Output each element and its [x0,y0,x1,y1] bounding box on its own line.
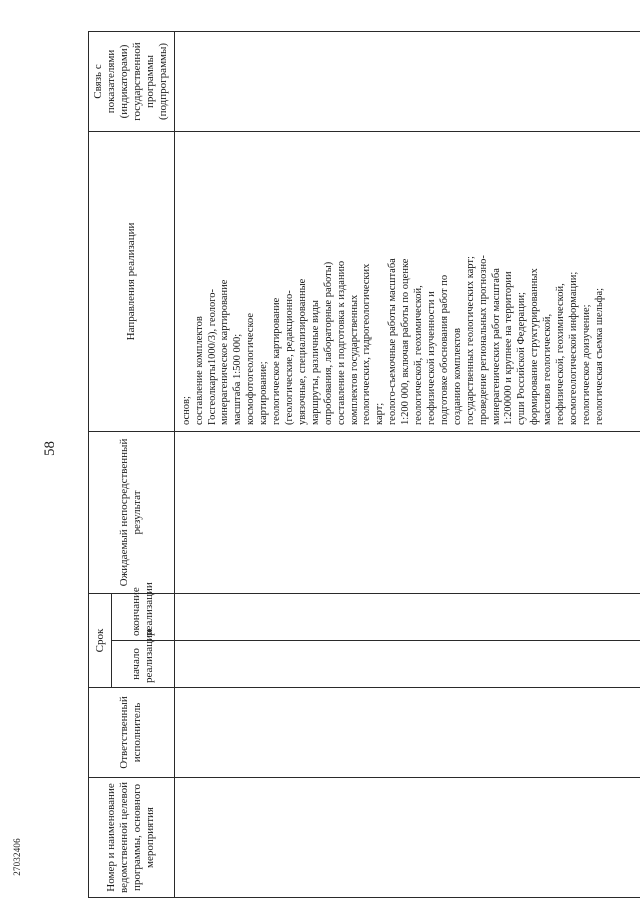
cell-directions [174,132,640,432]
table-row [174,32,640,898]
directions-line: (геологические, редакционно- [284,290,295,425]
directions-line: Госгеолкарты1000/3), геолого- [206,289,218,425]
directions-line: маршруты, различные виды [309,300,321,425]
header-indicators-link: Связь с показателями (индикаторами) государственной программы (подпрограммы) [89,32,175,132]
directions-line: минерагенических работ масштаба [490,268,502,425]
directions-line: составление и подготовка к изданию [335,260,347,425]
cell-executor [174,688,640,778]
page-number: 58 [42,441,58,456]
directions-line: карт; [374,402,386,425]
directions-line: геологическая съемка шельфа; [593,287,605,425]
directions-line: созданию комплектов [451,328,463,425]
directions-line: геологических, гидрогеологических [361,263,373,425]
cell-indicators-link [174,32,640,132]
program-table-container [88,32,640,898]
directions-line: основ; [180,396,192,425]
directions-line: государственных геологических карт; [464,256,476,425]
directions-line: геологическое картирование [271,297,283,425]
header-directions: Направления реализации [89,132,175,432]
cell-term-start [174,641,640,688]
header-expected-result: Ожидаемый непосредственный результат [89,432,175,594]
directions-line: 1:200000 и крупнее на территории [503,271,515,425]
header-executor: Ответственный исполнитель [89,688,175,778]
directions-line: масштаба 1:500 000; [232,333,244,425]
directions-line: опробования, лабораторные работы) [322,261,334,425]
directions-line: геофизической, геохимической, [555,283,567,425]
directions-line: формирование структурированных [529,268,541,425]
directions-line: минерагеническое картирование [219,279,231,425]
directions-line: массивов геологической, [542,313,554,425]
directions-line: комплектов государственных [348,294,360,425]
directions-line: картирование; [258,361,270,425]
directions-line: увязочные, специализированные [296,278,308,425]
directions-line: геолого-съемочные работы масштаба [387,258,399,425]
document-code: 27032406 [11,838,22,876]
cell-number-name [174,778,640,898]
directions-line: составление комплектов [193,316,205,425]
directions-line: геофизической изученности и [425,291,437,425]
program-table [88,31,640,898]
cell-expected-result [174,432,640,594]
header-number-name: Номер и наименование ведомственной целевой программы, основного мероприятия [89,778,175,898]
directions-line: суши Российской Федерации; [516,292,528,425]
directions-line: геологическое доизучение; [580,304,592,425]
header-term: Срок [89,594,112,688]
directions-line: проведение региональных прогнозно- [477,255,489,425]
directions-line: космофотогеологическое [245,312,257,425]
header-term-end: окончание реализации [112,594,175,641]
directions-line: геологической, геохимической, [413,285,425,425]
header-term-start: начало реализации [112,641,175,688]
directions-line: 1:200 000, включая работы по оценке [400,258,412,425]
directions-line: подготовке обоснования работ по [438,274,450,425]
cell-term-end [174,594,640,641]
header-row-1 [89,32,112,898]
directions-line: космогеологической информации; [567,271,579,425]
